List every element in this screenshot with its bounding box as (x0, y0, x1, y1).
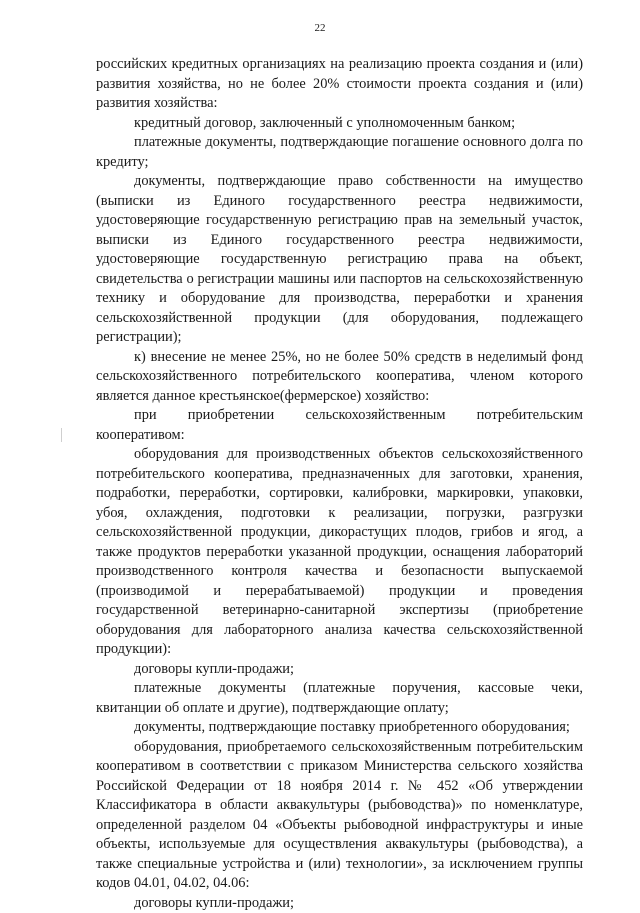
paragraph-12: договоры купли-продажи; (96, 894, 583, 913)
paragraph-3: платежные документы, подтверждающие погашение основного долга по кредиту; (96, 133, 583, 172)
paragraph-7: оборудования для производственных объектов сельскохозяйственного потребительского кооператива, предназначенных для заготовки, хранения, подработки, переработки, сортировки, калибровки, маркировки, упаковки, убоя, охлаждения, подготовки к реализации, погрузки, разгрузки сельскохозяйственной продукции, дикорастущих плодов, грибов и ягод, а также продуктов переработки указанной продукции, оснащения лабораторий производственного контроля качества и безопасности выпускаемой (производимой и перерабатываемой) продукции и проведения государственной ветеринарно-санитарной экспертизы (приобретение оборудования для лабораторного анализа качества сельскохозяйственной продукции): (96, 445, 583, 660)
margin-mark (61, 428, 62, 442)
document-body (96, 55, 583, 913)
paragraph-2: кредитный договор, заключенный с уполномоченным банком; (96, 114, 583, 134)
paragraph-9: платежные документы (платежные поручения, кассовые чеки, квитанции об оплате и другие), подтверждающие оплату; (96, 679, 583, 718)
paragraph-6: при приобретении сельскохозяйственным потребительским кооперативом: (96, 406, 583, 445)
page-number: 22 (0, 22, 640, 34)
paragraph-1: российских кредитных организациях на реализацию проекта создания и (или) развития хозяйства, но не более 20% стоимости проекта создания и (или) развития хозяйства: (96, 55, 583, 114)
paragraph-10: документы, подтверждающие поставку приобретенного оборудования; (96, 718, 583, 738)
paragraph-5: к) внесение не менее 25%, но не более 50% средств в неделимый фонд сельскохозяйственного потребительского кооператива, членом которого является данное крестьянское(фермерское) хозяйство: (96, 348, 583, 407)
paragraph-4: документы, подтверждающие право собственности на имущество (выписки из Единого государственного реестра недвижимости, удостоверяющие государственную регистрацию прав на земельный участок, выписки из Единого государственного реестра недвижимости, удостоверяющие государственную регистрацию права на объект, свидетельства о регистрации машины или паспортов на сельскохозяйственную технику и оборудование для производства, переработки и хранения сельскохозяйственной продукции (для оборудования, подлежащего регистрации); (96, 172, 583, 348)
paragraph-8: договоры купли-продажи; (96, 660, 583, 680)
paragraph-11: оборудования, приобретаемого сельскохозяйственным потребительским кооперативом в соответствии с приказом Министерства сельского хозяйства Российской Федерации от 18 ноября 2014 г. № 452 «Об утверждении Классификатора в области аквакультуры (рыбоводства)» по номенклатуре, определенной разделом 04 «Объекты рыбоводной инфраструктуры и иные объекты, используемые для осуществления аквакультуры (рыбоводства), а также специальные устройства и (или) технологии», за исключением группы кодов 04.01, 04.02, 04.06: (96, 738, 583, 894)
